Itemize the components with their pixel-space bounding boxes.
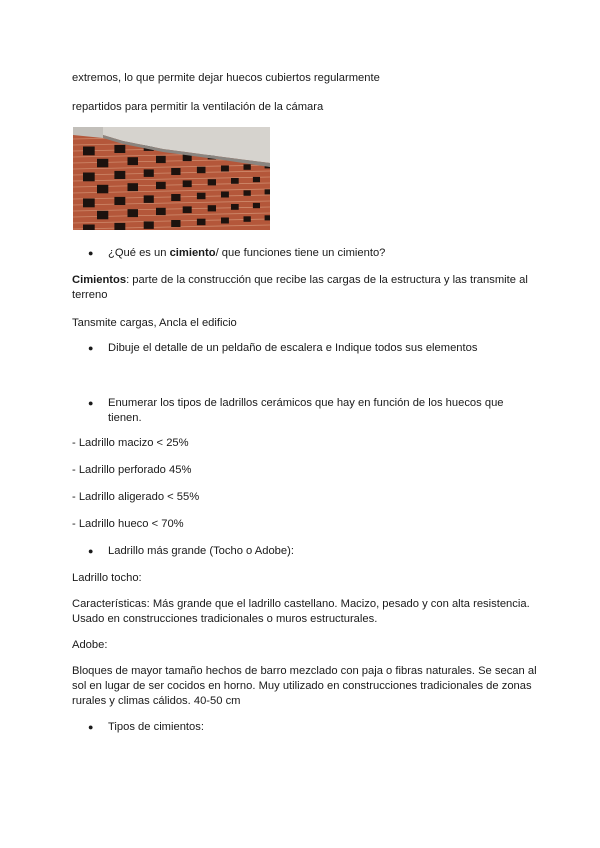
question-ladrillos: Enumerar los tipos de ladrillos cerámicos que hay en función de los huecos que tienen. bbox=[108, 397, 504, 424]
list-item: - Ladrillo perforado 45% bbox=[72, 464, 192, 476]
question-peldano: Dibuje el detalle de un peldaño de escalera e Indique todos sus elementos bbox=[108, 342, 478, 354]
bullet-icon: ● bbox=[88, 398, 94, 408]
bullet-icon: ● bbox=[88, 343, 94, 353]
section-title: Adobe: bbox=[72, 639, 108, 651]
tocho-description: Características: Más grande que el ladrillo castellano. Macizo, pesado y con alta resistencia. Usado en construcciones tradicionales o muros estructurales. bbox=[72, 598, 530, 625]
question-text: / que funciones tiene un cimiento? bbox=[215, 247, 386, 259]
text-line: repartidos para permitir la ventilación de la cámara bbox=[72, 101, 324, 113]
text-line: Tansmite cargas, Ancla el edificio bbox=[72, 317, 237, 329]
cimientos-text: : parte de la construcción que recibe las cargas de la estructura y las transmite al terreno bbox=[72, 274, 528, 301]
question-cimiento bbox=[108, 246, 518, 261]
bullet-icon: ● bbox=[88, 546, 94, 556]
list-item: - Ladrillo hueco < 70% bbox=[72, 518, 184, 530]
question-bold-term: cimiento bbox=[169, 247, 216, 259]
cimientos-definition bbox=[72, 273, 542, 303]
question-tipos-cimientos: Tipos de cimientos: bbox=[108, 721, 204, 733]
cimientos-label: Cimientos bbox=[72, 274, 127, 286]
question-text: ¿Qué es un bbox=[108, 247, 170, 259]
brick-wall-photo bbox=[73, 127, 270, 230]
text-line: extremos, lo que permite dejar huecos cubiertos regularmente bbox=[72, 72, 380, 84]
list-item: - Ladrillo macizo < 25% bbox=[72, 437, 189, 449]
adobe-description: Bloques de mayor tamaño hechos de barro mezclado con paja o fibras naturales. Se secan al sol en lugar de ser cocidos en horno. Muy utilizado en construcciones tradicionales de zonas rurales y climas cálidos. 40-50 cm bbox=[72, 665, 537, 707]
bullet-icon: ● bbox=[88, 248, 94, 258]
question-ladrillo-grande: Ladrillo más grande (Tocho o Adobe): bbox=[108, 545, 294, 557]
list-item: - Ladrillo aligerado < 55% bbox=[72, 491, 200, 503]
bullet-icon: ● bbox=[88, 722, 94, 732]
section-title: Ladrillo tocho: bbox=[72, 572, 142, 584]
brick-wall-image bbox=[73, 127, 270, 230]
